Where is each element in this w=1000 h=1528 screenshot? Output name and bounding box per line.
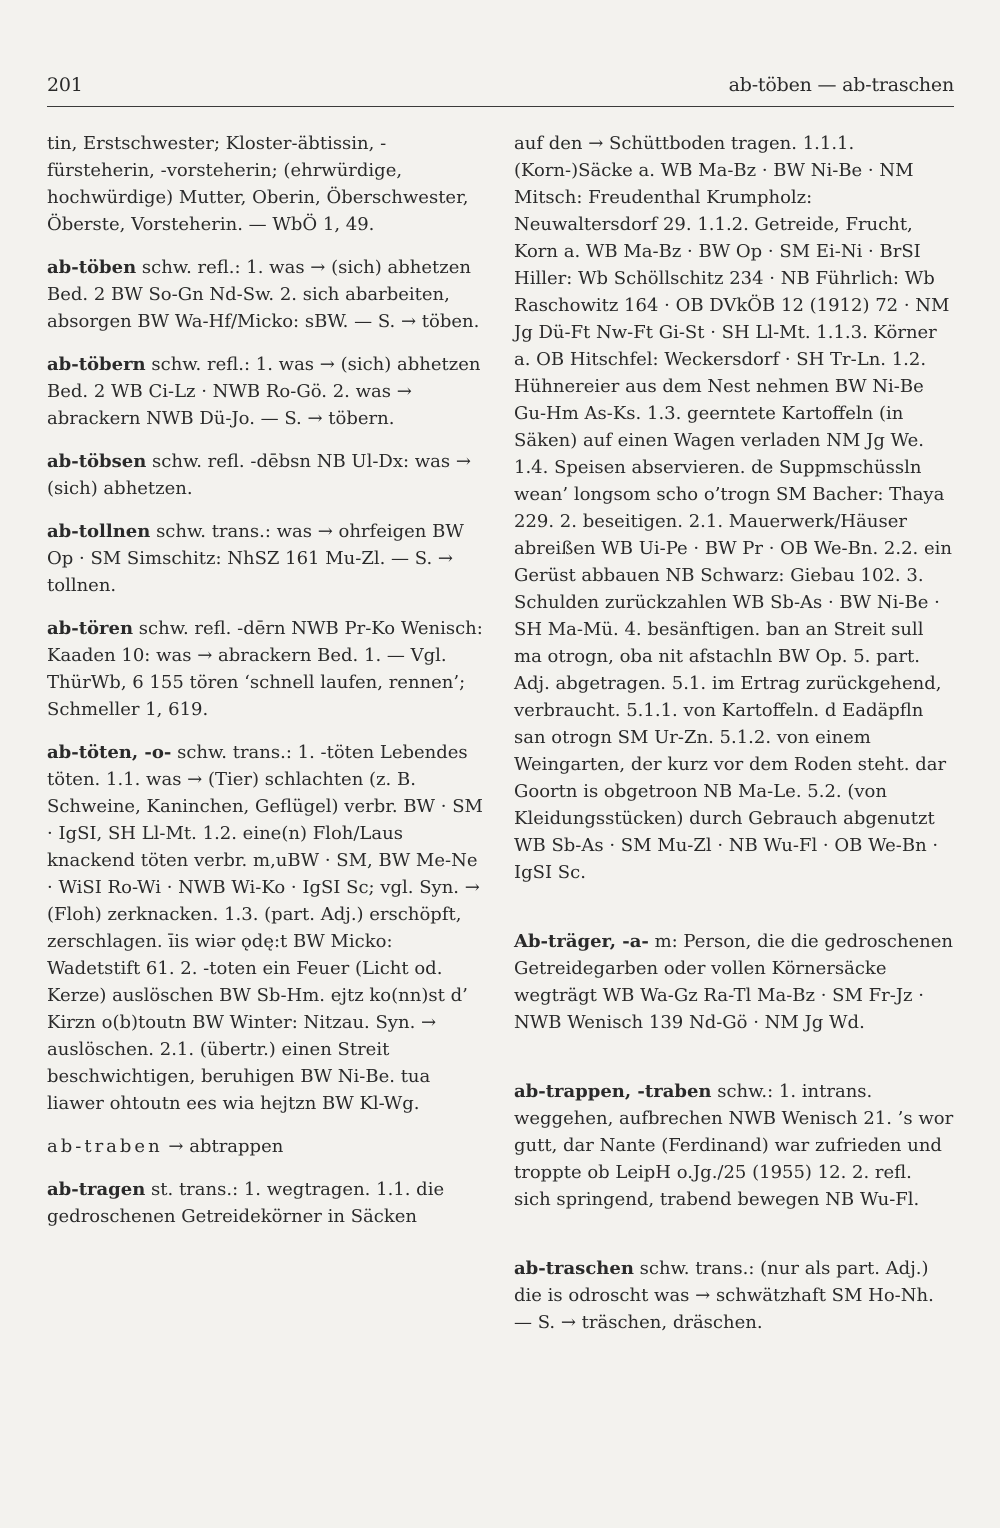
dictionary-entry-continuation: [514, 130, 954, 886]
dictionary-entry: [47, 1176, 487, 1230]
entry-lemma: ab-töbern: [47, 354, 146, 375]
running-title: ab-töben — ab-traschen: [728, 74, 954, 96]
entry-text: schw. refl. -dērn NWB Pr-Ko Wenisch: Kaaden 10: was → abrackern Bed. 1. — Vgl. ThürWb, 6 155 tören ‘schnell laufen, rennen’; Schmeller 1, 619.: [47, 618, 483, 720]
dictionary-entry: [514, 1078, 954, 1213]
entry-lemma: ab-trappen, -traben: [514, 1081, 712, 1102]
dictionary-entry: [47, 254, 487, 335]
cross-reference-lemma: ab-traben: [47, 1136, 163, 1157]
dictionary-entry: [47, 518, 487, 599]
entry-text: schw. refl. -dēbsn NB Ul-Dx: was → (sich) abhetzen.: [47, 451, 471, 499]
entry-spacer: [514, 1052, 954, 1078]
entry-lemma: ab-tören: [47, 618, 134, 639]
entry-lemma: ab-tollnen: [47, 521, 151, 542]
entry-text: schw. trans.: 1. -töten Lebendes töten. 1.1. was → (Tier) schlachten (z. B. Schweine, Kaninchen, Geflügel) verbr. BW · SM · IgSI, SH Ll-Mt. 1.2. eine(n) Floh/Laus knackend töten verbr. m,uBW · SM, BW Me-Ne · WiSI Ro-Wi · NWB Wi-Ko · IgSI Sc; vgl. Syn. → (Floh) zerknacken. 1.3. (part. Adj.) erschöpft, zerschlagen. īis wiər ǫdę:t BW Micko: Wadetstift 61. 2. -toten ein Feuer (Licht od. Kerze) auslöschen BW Sb-Hm. ejtz ko(nn)st d’ Kirzn o(b)toutn BW Winter: Nitzau. Syn. → auslöschen. 2.1. (übertr.) einen Streit beschwichtigen, beruhigen BW Ni-Be. tua liawer ohtoutn ees wia hejtzn BW Kl-Wg.: [47, 742, 483, 1114]
dictionary-entry: [47, 739, 487, 1117]
entry-text: schw. trans.: was → ohrfeigen BW Op · SM Simschitz: NhSZ 161 Mu-Zl. — S. → tollnen.: [47, 521, 464, 596]
dictionary-entry: [47, 448, 487, 502]
entry-lemma: ab-tragen: [47, 1179, 146, 1200]
page-number: 201: [47, 74, 83, 96]
left-column: [47, 130, 487, 1246]
cross-reference-entry: [47, 1133, 487, 1160]
entry-text: schw. refl.: 1. was → (sich) abhetzen Bed. 2 BW So-Gn Nd-Sw. 2. sich abarbeiten, absorgen BW Wa-Hf/Micko: sBW. — S. → töben.: [47, 257, 480, 332]
dictionary-entry: [514, 1255, 954, 1336]
page-header: [47, 74, 954, 96]
dictionary-entry: [514, 928, 954, 1036]
header-rule: [47, 106, 954, 107]
entry-text: auf den → Schüttboden tragen. 1.1.1. (Korn-)Säcke a. WB Ma-Bz · BW Ni-Be · NM Mitsch: Freudenthal Krumpholz: Neuwaltersdorf 29. 1.1.2. Getreide, Frucht, Korn a. WB Ma-Bz · BW Op · SM Ei-Ni · BrSI Hiller: Wb Schöllschitz 234 · NB Führlich: Wb Raschowitz 164 · OB DVkÖB 12 (1912) 72 · NM Jg Dü-Ft Nw-Ft Gi-St · SH Ll-Mt. 1.1.3. Körner a. OB Hitschfel: Weckersdorf · SH Tr-Ln. 1.2. Hühnereier aus dem Nest nehmen BW Ni-Be Gu-Hm As-Ks. 1.3. geerntete Kartoffeln (in Säken) auf einen Wagen verladen NM Jg We. 1.4. Speisen abservieren. de Suppmschüssln wean’ longsom scho o’trogn SM Bacher: Thaya 229. 2. beseitigen. 2.1. Mauerwerk/Häuser abreißen WB Ui-Pe · BW Pr · OB We-Bn. 2.2. ein Gerüst abbauen NB Schwarz: Giebau 102. 3. Schulden zurückzahlen WB Sb-As · BW Ni-Be · SH Ma-Mü. 4. besänftigen. ban an Streit sull ma otrogn, oba nit afstachln BW Op. 5. part. Adj. abgetragen. 5.1. im Ertrag zurückgehend, verbraucht. 5.1.1. von Kartoffeln. d Eadäpfln san otrogn SM Ur-Zn. 5.1.2. von einem Weingarten, der kurz vor dem Roden steht. dar Goortn is obgetroon NB Ma-Le. 5.2. (von Kleidungsstücken) durch Gebrauch abgenutzt WB Sb-As · SM Mu-Zl · NB Wu-Fl · OB We-Bn · IgSI Sc.: [514, 133, 952, 883]
entry-spacer: [514, 1229, 954, 1255]
entry-text: st. trans.: 1. wegtragen. 1.1. die gedroschenen Getreidekörner in Säcken: [47, 1179, 445, 1227]
right-column: [514, 130, 954, 1352]
entry-lemma: Ab-träger, -a-: [514, 931, 649, 952]
entry-text: schw. trans.: (nur als part. Adj.) die is odroscht was → schwätzhaft SM Ho-Nh. — S. → träschen, dräschen.: [514, 1258, 934, 1333]
dictionary-entry: [47, 351, 487, 432]
entry-spacer: [514, 902, 954, 928]
dictionary-entry: [47, 615, 487, 723]
cross-reference-target: → abtrappen: [162, 1136, 284, 1157]
dictionary-entry: [47, 130, 487, 238]
entry-lemma: ab-traschen: [514, 1258, 634, 1279]
entry-text: schw.: 1. intrans. weggehen, aufbrechen NWB Wenisch 21. ’s wor gutt, dar Nante (Ferdinand) war zufrieden und troppte ob LeipH o.Jg./25 (1955) 12. 2. refl. sich springend, trabend bewegen NB Wu-Fl.: [514, 1081, 954, 1210]
entry-text: m: Person, die die gedroschenen Getreidegarben oder vollen Körnersäcke wegträgt WB Wa-Gz Ra-Tl Ma-Bz · SM Fr-Jz · NWB Wenisch 139 Nd-Gö · NM Jg Wd.: [514, 931, 953, 1033]
entry-text: schw. refl.: 1. was → (sich) abhetzen Bed. 2 WB Ci-Lz · NWB Ro-Gö. 2. was → abrackern NWB Dü-Jo. — S. → töbern.: [47, 354, 481, 429]
entry-lemma: ab-töben: [47, 257, 137, 278]
entry-text: tin, Erstschwester; Kloster-äbtissin, -fürsteherin, -vorsteherin; (ehrwürdige, hochwürdige) Mutter, Oberin, Öberschwester, Öberste, Vorsteherin. — WbÖ 1, 49.: [47, 133, 469, 235]
entry-lemma: ab-töbsen: [47, 451, 147, 472]
entry-lemma: ab-töten, -o-: [47, 742, 172, 763]
